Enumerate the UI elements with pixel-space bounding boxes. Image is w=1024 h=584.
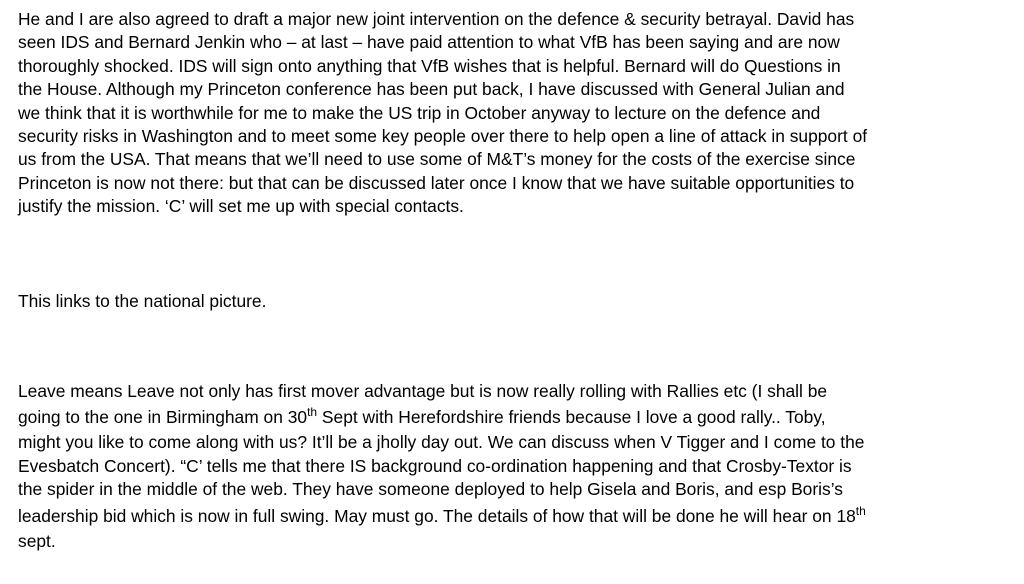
text-line: He and I are also agreed to draft a major new joint intervention on the defence & security betrayal. David has: [18, 9, 855, 29]
text-segment: Sept with Herefordshire friends because I love a good rally.. Toby,: [317, 407, 826, 428]
paragraph-leave-means-leave: [18, 380, 866, 553]
text-line: the spider in the middle of the web. They have someone deployed to help Gisela and Boris, and esp Boris’s: [18, 479, 843, 500]
text-line: the House. Although my Princeton conference has been put back, I have discussed with General Julian and: [18, 79, 845, 100]
paragraph-defence-security: [18, 8, 867, 219]
text-line: Leave means Leave not only has first mover advantage but is now really rolling with Rallies etc (I shall be: [18, 381, 828, 401]
text-line: us from the USA. That means that we’ll need to use some of M&T’s money for the costs of the exercise since: [18, 149, 856, 170]
text-segment: going to the one in Birmingham on 30: [18, 407, 308, 428]
text-line: sept.: [18, 530, 56, 551]
text-line: Evesbatch Concert). “C’ tells me that there IS background co-ordination happening and that Crosby-Textor is: [18, 455, 852, 476]
text-line-with-superscript: [18, 502, 866, 530]
text-line-with-superscript: [18, 403, 866, 431]
text-line: security risks in Washington and to meet some key people over there to help open a line of attack in support of: [18, 126, 868, 147]
superscript-ordinal: th: [855, 503, 866, 518]
text-line: thoroughly shocked. IDS will sign onto anything that VfB wishes that is helpful. Bernard will do Questions in: [18, 55, 841, 76]
text-line: This links to the national picture.: [18, 291, 267, 311]
text-line: seen IDS and Bernard Jenkin who – at last – have paid attention to what VfB has been saying and are now: [18, 32, 840, 53]
text-line: might you like to come along with us? It’ll be a jholly day out. We can discuss when V Tigger and I come to the: [18, 432, 865, 453]
superscript-ordinal: th: [307, 405, 318, 420]
text-line: we think that it is worthwhile for me to make the US trip in October anyway to lecture on the defence and: [18, 102, 821, 123]
paragraph-national-picture: [18, 290, 266, 313]
text-segment: leadership bid which is now in full swing. May must go. The details of how that will be done he will hear on 18: [18, 505, 856, 526]
text-line: justify the mission. ‘C’ will set me up with special contacts.: [18, 196, 464, 217]
text-line: Princeton is now not there: but that can be discussed later once I know that we have suitable opportunities to: [18, 172, 855, 193]
